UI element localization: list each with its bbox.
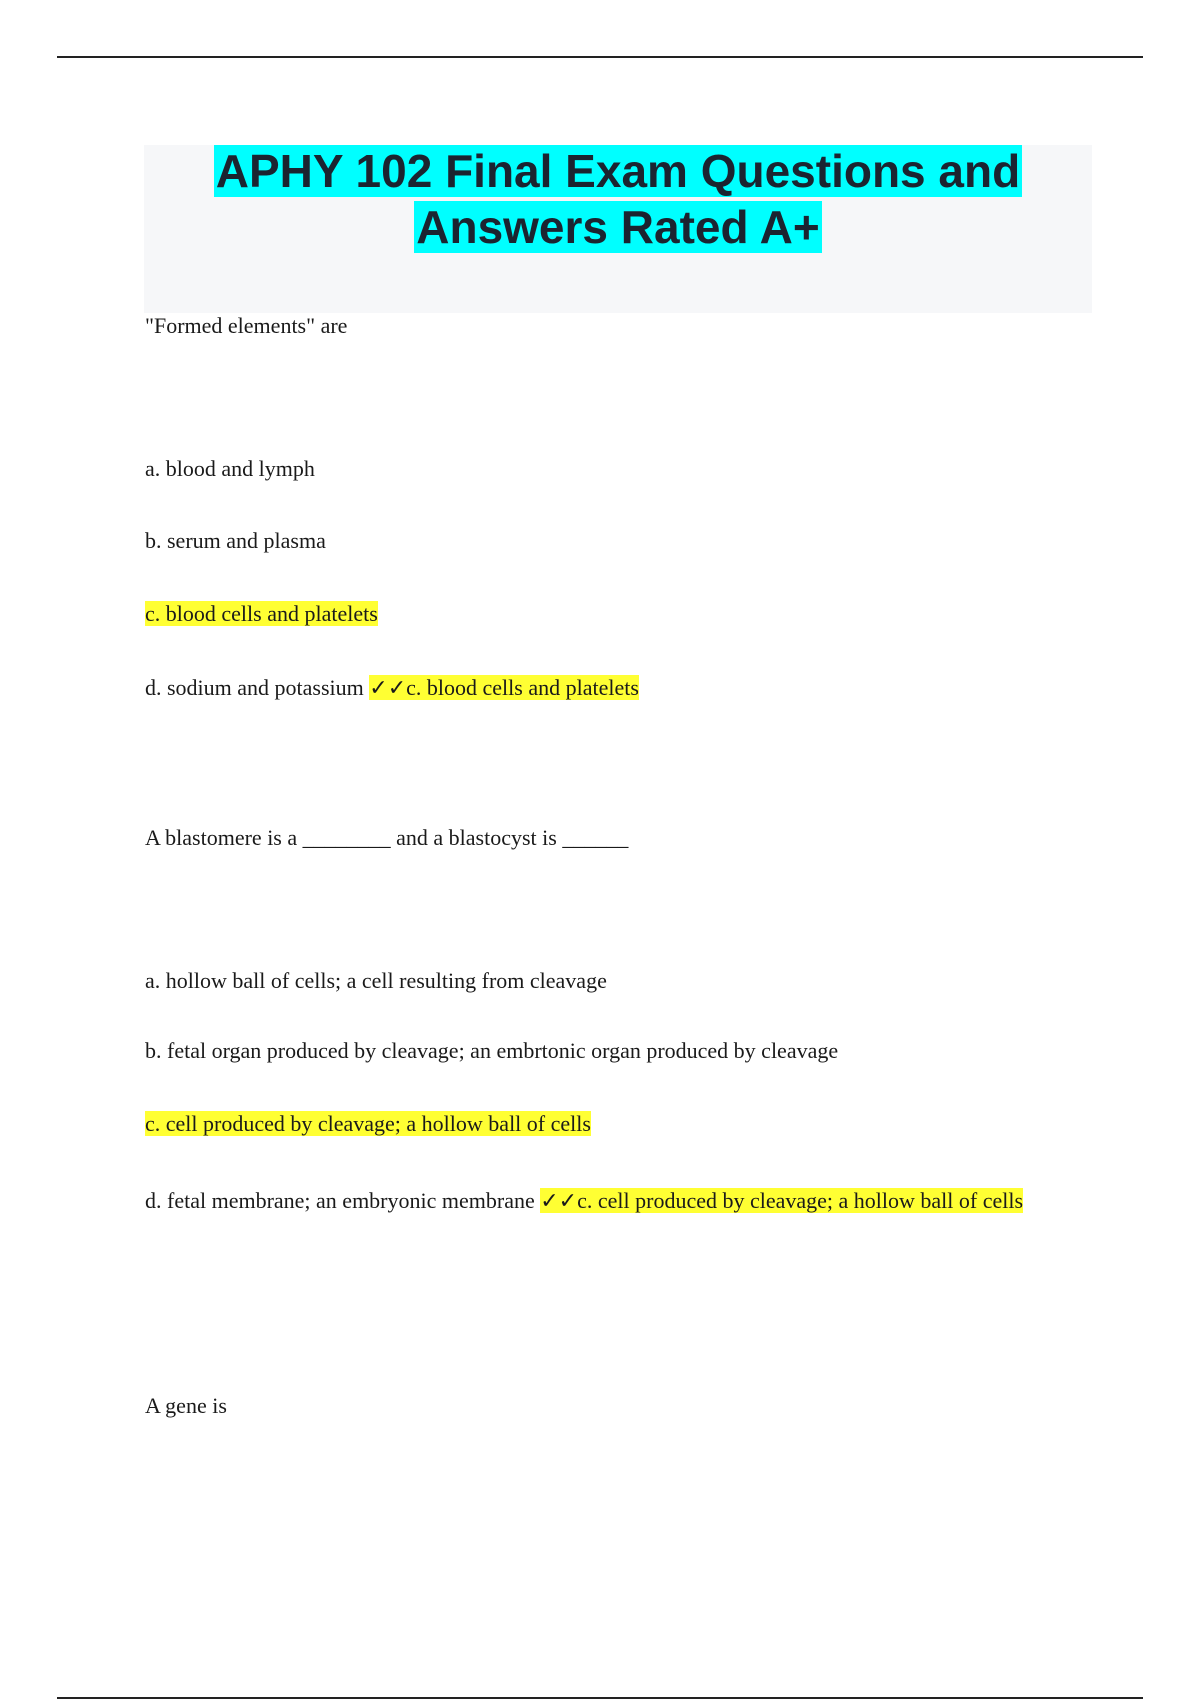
question-2-option-a: a. hollow ball of cells; a cell resulting from cleavage [145,968,607,993]
document-title [144,143,1092,255]
question-1-option-d-text: d. sodium and potassium [145,675,364,700]
question-2-answer: ✓✓c. cell produced by cleavage; a hollow ball of cells [540,1188,1024,1213]
question-2-option-b: b. fetal organ produced by cleavage; an embrtonic organ produced by cleavage [145,1038,839,1063]
question-2-text: A blastomere is a ________ and a blastocyst is ______ [145,825,629,850]
question-1-option-d [145,673,639,703]
question-1-text: "Formed elements" are [145,313,348,338]
top-rule [57,56,1143,58]
question-2-option-d [145,1170,1085,1231]
question-2-option-c-highlight: c. cell produced by cleavage; a hollow ball of cells [145,1111,591,1136]
question-1-option-a: a. blood and lymph [145,456,315,481]
bottom-rule [57,1697,1143,1699]
question-1-option-c [145,599,378,629]
question-2-option-d-text: d. fetal membrane; an embryonic membrane [145,1188,535,1213]
question-2-option-c [145,1109,591,1139]
title-line-1: APHY 102 Final Exam Questions and [215,145,1021,197]
title-line-2: Answers Rated A+ [416,201,820,253]
question-3-text: A gene is [145,1393,227,1418]
question-1-option-c-highlight: c. blood cells and platelets [145,601,378,626]
question-1-answer: ✓✓c. blood cells and platelets [369,675,639,700]
question-1-option-b: b. serum and plasma [145,528,326,553]
